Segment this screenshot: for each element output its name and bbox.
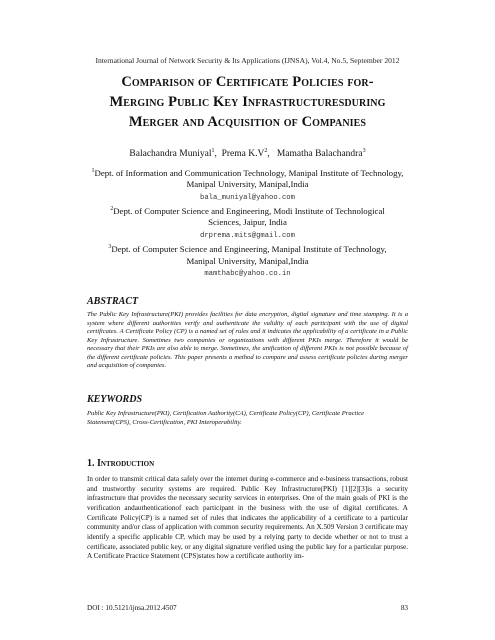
section-title: Introduction: [97, 458, 155, 469]
affiliation: [60, 166, 435, 204]
affiliation-line: Dept. of Computer Science and Engineering, Modi Institute of Technological: [113, 206, 385, 217]
doi-label: DOI : 10.5121/ijnsa.2012.4507: [87, 604, 177, 612]
affiliation: [60, 204, 435, 242]
author-name: Balachandra Muniyal: [129, 149, 212, 160]
paper-title: [40, 72, 455, 132]
author-affiliation-mark: 1: [211, 148, 215, 154]
title-line-3: Merger and Acquisition of Companies: [128, 114, 367, 130]
abstract-heading: ABSTRACT: [87, 296, 139, 307]
affiliation-line: Dept. of Computer Science and Engineering, Manipal Institute of Technology,: [111, 244, 387, 255]
abstract-body: The Public Key Infrastructure(PKI) provides facilities for data encryption, digital signature and time stamping. It is a system where different authorities verify and authenticate the validity of each participant with the use of digital certificates. A Certificate Policy (CP) is a named set of rules and it indicates the applicability of a certificate in a Public Key Infrastructure. Sometimes two companies or organizations with different PKIs merge. Therefore it would be necessary that their PKIs are also able to merge. Sometimes, the unification of different PKIs is not possible because of the different certificate policies. This paper presents a method to compare and assess certificate policies during merger and acquisition of companies.: [87, 311, 408, 370]
title-line-2: Merging Public Key Infrastructuresduring: [109, 94, 386, 110]
author-name: Prema K.V: [221, 149, 265, 160]
author-affiliation-mark: 3: [362, 148, 366, 154]
introduction-heading: [87, 458, 154, 469]
affiliations: [60, 166, 435, 280]
title-line-1: Comparison of Certificate Policies for-: [121, 74, 374, 90]
author-email[interactable]: drprema.mits@gmail.com: [200, 231, 295, 240]
keywords-body: Public Key Infrastructure(PKI), Certification Authority(CA), Certificate Policy(CP), Certificate Practice Statement(CPS), Cross-Certification, PKI Interoperability.: [87, 410, 365, 426]
author-email[interactable]: bala_muniyal@yahoo.com: [200, 193, 295, 202]
author-separator: ,: [214, 149, 222, 160]
page-number: 83: [400, 604, 408, 612]
affiliation-line: Manipal University, Manipal,India: [186, 255, 309, 266]
author-affiliation-mark: 2: [264, 148, 268, 154]
section-number: 1.: [87, 458, 97, 469]
author-email[interactable]: mamthabc@yahoo.co.in: [204, 270, 291, 279]
keywords-heading: KEYWORDS: [87, 394, 143, 405]
introduction-body: In order to transmit critical data safely over the internet during e-commerce and e-business transactions, robust and trustworthy security systems are required. Public Key Infrastructure(PKI) [1][2][3]is a security infrastructure that provides the necessary security services in enterprises. One of the main goals of PKI is the verification andauthenticationof each participant in the business with the use of digital certificates. A Certificate Policy(CP) is a named set of rules that indicates the applicability of a certificate to a particular community and/or class of application with common security requirements. An X.509 Version 3 certificate may identify a specific applicable CP, which may be used by a relying party to decide whether or not to trust a certificate, associated public key, or any digital signature verified using the public key for a particular purpose. A Certificate Practice Statement (CPS)states how a certificate authority im-: [87, 475, 408, 561]
journal-header: International Journal of Network Security & Its Applications (IJNSA), Vol.4, No.5, September 2012: [95, 56, 400, 65]
author-name: Mamatha Balachandra: [276, 149, 363, 160]
affiliation-line: Dept. of Information and Communication Technology, Manipal Institute of Technology,: [94, 167, 404, 178]
affiliation-line: Sciences, Jaipur, India: [208, 217, 287, 228]
author-separator: ,: [267, 149, 277, 160]
affiliation-mark: 2: [110, 206, 114, 213]
affiliation-line: Manipal University, Manipal,India: [186, 179, 309, 190]
author-list: [0, 148, 495, 159]
affiliation: [60, 242, 435, 280]
affiliation-mark: 1: [91, 168, 95, 174]
affiliation-mark: 3: [108, 244, 112, 251]
